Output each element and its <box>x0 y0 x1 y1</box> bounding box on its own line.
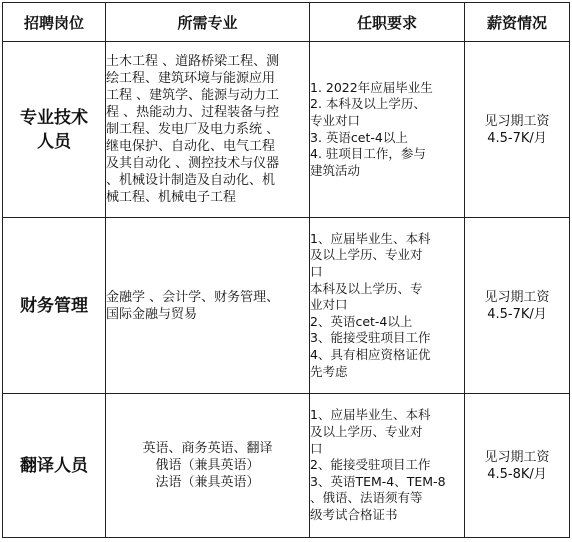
major-text: 制工程、发电厂及电力系统 、 <box>106 122 280 137</box>
header-salary: 薪资情况 <box>465 3 570 42</box>
position-cell <box>3 394 106 538</box>
requirements-cell <box>310 394 465 538</box>
requirement-text: 业对口 <box>310 297 348 313</box>
requirement-text: 3、能接受驻项目工作 <box>310 330 431 346</box>
salary-cell <box>465 42 570 218</box>
major-text: 俄语（兼具英语） <box>155 458 260 473</box>
requirement-text: 、俄语、法语须有等 <box>310 490 423 506</box>
salary-text: 见习期工资 <box>484 289 550 305</box>
requirement-text: 专业对口 <box>310 112 361 128</box>
salary-cell <box>465 394 570 538</box>
requirement-text: 2、能接受驻项目工作 <box>310 457 431 473</box>
requirement-text: 口 <box>310 264 323 280</box>
header-row <box>3 3 570 42</box>
salary-text: 4.5-8K/月 <box>487 466 547 482</box>
requirement-text: 4、具有相应资格证优 <box>310 346 431 362</box>
table-row <box>3 394 570 538</box>
requirement-text: 建筑活动 <box>310 162 361 178</box>
major-text: 、机械设计制造及自动化、机 <box>106 173 276 188</box>
requirement-text: 及以上学历、专业对 <box>310 424 423 440</box>
salary-text: 见习期工资 <box>484 113 550 129</box>
header-major: 所需专业 <box>106 3 310 42</box>
requirement-text: 1. 2022年应届毕业生 <box>310 79 433 95</box>
requirement-text: 1、应届毕业生、本科 <box>310 407 431 423</box>
major-text: 法语（兼具英语） <box>155 475 260 490</box>
major-text: 及其自动化 、测控技术与仪器 <box>106 156 280 171</box>
major-text: 国际金融与贸易 <box>106 306 198 322</box>
position-text: 翻译人员 <box>20 455 88 476</box>
position-text: 人员 <box>37 131 71 152</box>
position-cell <box>3 218 106 394</box>
requirements-cell <box>310 218 465 394</box>
table-row <box>3 42 570 218</box>
major-text: 金融学 、会计学、财务管理、 <box>106 289 280 305</box>
major-cell <box>106 218 310 394</box>
requirement-text: 口 <box>310 440 323 456</box>
major-text: 土木工程 、道路桥梁工程、测 <box>106 54 280 69</box>
salary-text: 4.5-7K/月 <box>487 306 547 322</box>
salary-cell <box>465 218 570 394</box>
requirement-text: 3、英语TEM-4、TEM-8 <box>310 473 446 489</box>
salary-text: 见习期工资 <box>484 449 550 465</box>
header-requirements: 任职要求 <box>310 3 465 42</box>
major-text: 程 、热能动力、过程装备与控 <box>106 105 280 120</box>
major-text: 绘工程、建筑环境与能源应用 <box>106 71 276 86</box>
major-cell <box>106 42 310 218</box>
requirement-text: 2、英语cet-4以上 <box>310 313 413 329</box>
major-text: 械工程、机械电子工程 <box>106 190 237 205</box>
table-row <box>3 218 570 394</box>
requirement-text: 及以上学历、专业对 <box>310 247 423 263</box>
requirement-text: 4. 驻项目工作，参与 <box>310 146 426 162</box>
requirement-text: 2. 本科及以上学历、 <box>310 96 426 112</box>
requirement-text: 3. 英语cet-4以上 <box>310 129 408 145</box>
requirement-text: 本科及以上学历、专 <box>310 280 423 296</box>
requirement-text: 1、应届毕业生、本科 <box>310 230 431 246</box>
position-text: 专业技术 <box>20 107 88 128</box>
position-cell <box>3 42 106 218</box>
salary-text: 4.5-7K/月 <box>487 130 547 146</box>
major-text: 英语、商务英语、翻译 <box>142 441 273 456</box>
header-position: 招聘岗位 <box>3 3 106 42</box>
requirements-cell <box>310 42 465 218</box>
requirement-text: 级考试合格证书 <box>310 506 398 522</box>
major-text: 工程 、建筑学、能源与动力工 <box>106 88 280 103</box>
major-cell <box>106 394 310 538</box>
position-text: 财务管理 <box>20 295 88 316</box>
recruitment-table <box>2 2 570 538</box>
requirement-text: 先考虑 <box>310 363 348 379</box>
major-text: 继电保护、自动化、电气工程 <box>106 139 276 154</box>
